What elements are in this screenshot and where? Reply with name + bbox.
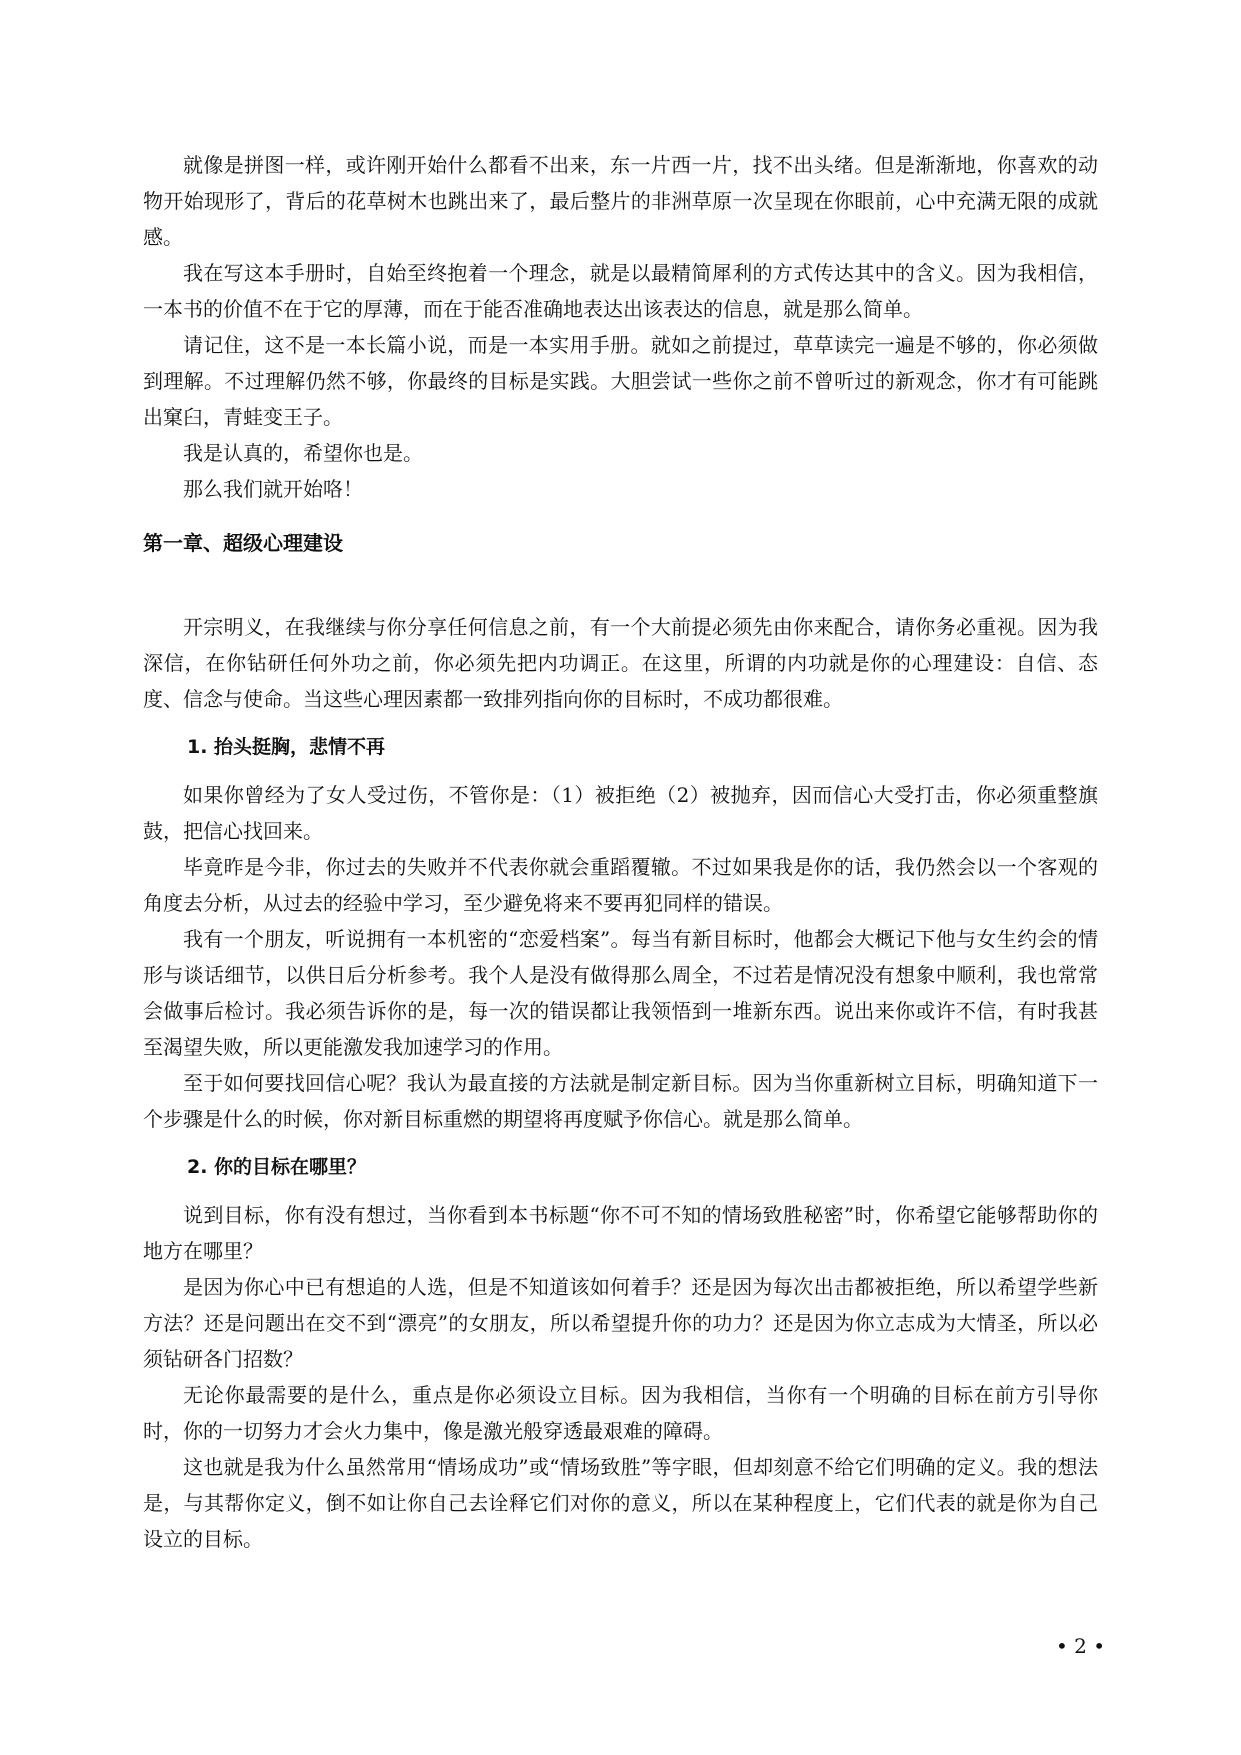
- section-2-paragraph-2: 是因为你心中已有想追的人选，但是不知道该如何着手？还是因为每次出击都被拒绝，所以希望学些新方法？还是问题出在交不到“漂亮”的女朋友，所以希望提升你的功力？还是因为你立志成为大情圣，所以必须钻研各门招数？: [143, 1275, 1098, 1371]
- intro-paragraph-5: 那么我们就开始咯！: [183, 477, 363, 501]
- section-2-paragraph-1: 说到目标，你有没有想过，当你看到本书标题“你不可不知的情场致胜秘密”时，你希望它能够帮助你的地方在哪里？: [143, 1203, 1098, 1263]
- chapter-intro-paragraph: 开宗明义，在我继续与你分享任何信息之前，有一个大前提必须先由你来配合，请你务必重视。因为我深信，在你钻研任何外功之前，你必须先把内功调正。在这里，所谓的内功就是你的心理建设：自信、态度、信念与使命。当这些心理因素都一致排列指向你的目标时，不成功都很难。: [143, 615, 1098, 711]
- intro-paragraph-1: 就像是拼图一样，或许刚开始什么都看不出来，东一片西一片，找不出头绪。但是渐渐地，你喜欢的动物开始现形了，背后的花草树木也跳出来了，最后整片的非洲草原一次呈现在你眼前，心中充满无限的成就感。: [143, 153, 1098, 249]
- section-2-paragraph-4: 这也就是我为什么虽然常用“情场成功”或“情场致胜”等字眼，但却刻意不给它们明确的定义。我的想法是，与其帮你定义，倒不如让你自己去诠释它们对你的意义，所以在某种程度上，它们代表的就是你为自己设立的目标。: [143, 1455, 1098, 1551]
- chapter-title: 第一章、超级心理建设: [143, 531, 343, 555]
- section-1-paragraph-4: 至于如何要找回信心呢？我认为最直接的方法就是制定新目标。因为当你重新树立目标，明确知道下一个步骤是什么的时候，你对新目标重燃的期望将再度赋予你信心。就是那么简单。: [143, 1071, 1098, 1131]
- intro-paragraph-4: 我是认真的，希望你也是。: [183, 441, 423, 465]
- section-1-paragraph-1: 如果你曾经为了女人受过伤，不管你是：（1）被拒绝（2）被抛弃，因而信心大受打击，你必须重整旗鼓，把信心找回来。: [143, 783, 1098, 843]
- section-1-paragraph-2: 毕竟昨是今非，你过去的失败并不代表你就会重蹈覆辙。不过如果我是你的话，我仍然会以一个客观的角度去分析，从过去的经验中学习，至少避免将来不要再犯同样的错误。: [143, 855, 1098, 915]
- section-title-1: 1. 抬头挺胸，悲情不再: [187, 736, 386, 758]
- intro-paragraph-3: 请记住，这不是一本长篇小说，而是一本实用手册。就如之前提过，草草读完一遍是不够的，你必须做到理解。不过理解仍然不够，你最终的目标是实践。大胆尝试一些你之前不曾听过的新观念，你才有可能跳出窠臼，青蛙变王子。: [143, 333, 1098, 429]
- page-number: • 2 •: [1055, 1634, 1105, 1658]
- page-body: [143, 147, 1098, 1557]
- intro-paragraph-2: 我在写这本手册时，自始至终抱着一个理念，就是以最精简犀利的方式传达其中的含义。因为我相信，一本书的价值不在于它的厚薄，而在于能否准确地表达出该表达的信息，就是那么简单。: [143, 261, 1098, 321]
- section-2-paragraph-3: 无论你最需要的是什么，重点是你必须设立目标。因为我相信，当你有一个明确的目标在前方引导你时，你的一切努力才会火力集中，像是激光般穿透最艰难的障碍。: [143, 1383, 1098, 1443]
- section-title-2: 2. 你的目标在哪里？: [187, 1156, 367, 1178]
- section-1-paragraph-3: 我有一个朋友，听说拥有一本机密的“恋爱档案”。每当有新目标时，他都会大概记下他与女生约会的情形与谈话细节，以供日后分析参考。我个人是没有做得那么周全，不过若是情况没有想象中顺利，我也常常会做事后检讨。我必须告诉你的是，每一次的错误都让我领悟到一堆新东西。说出来你或许不信，有时我甚至渴望失败，所以更能激发我加速学习的作用。: [143, 927, 1098, 1059]
